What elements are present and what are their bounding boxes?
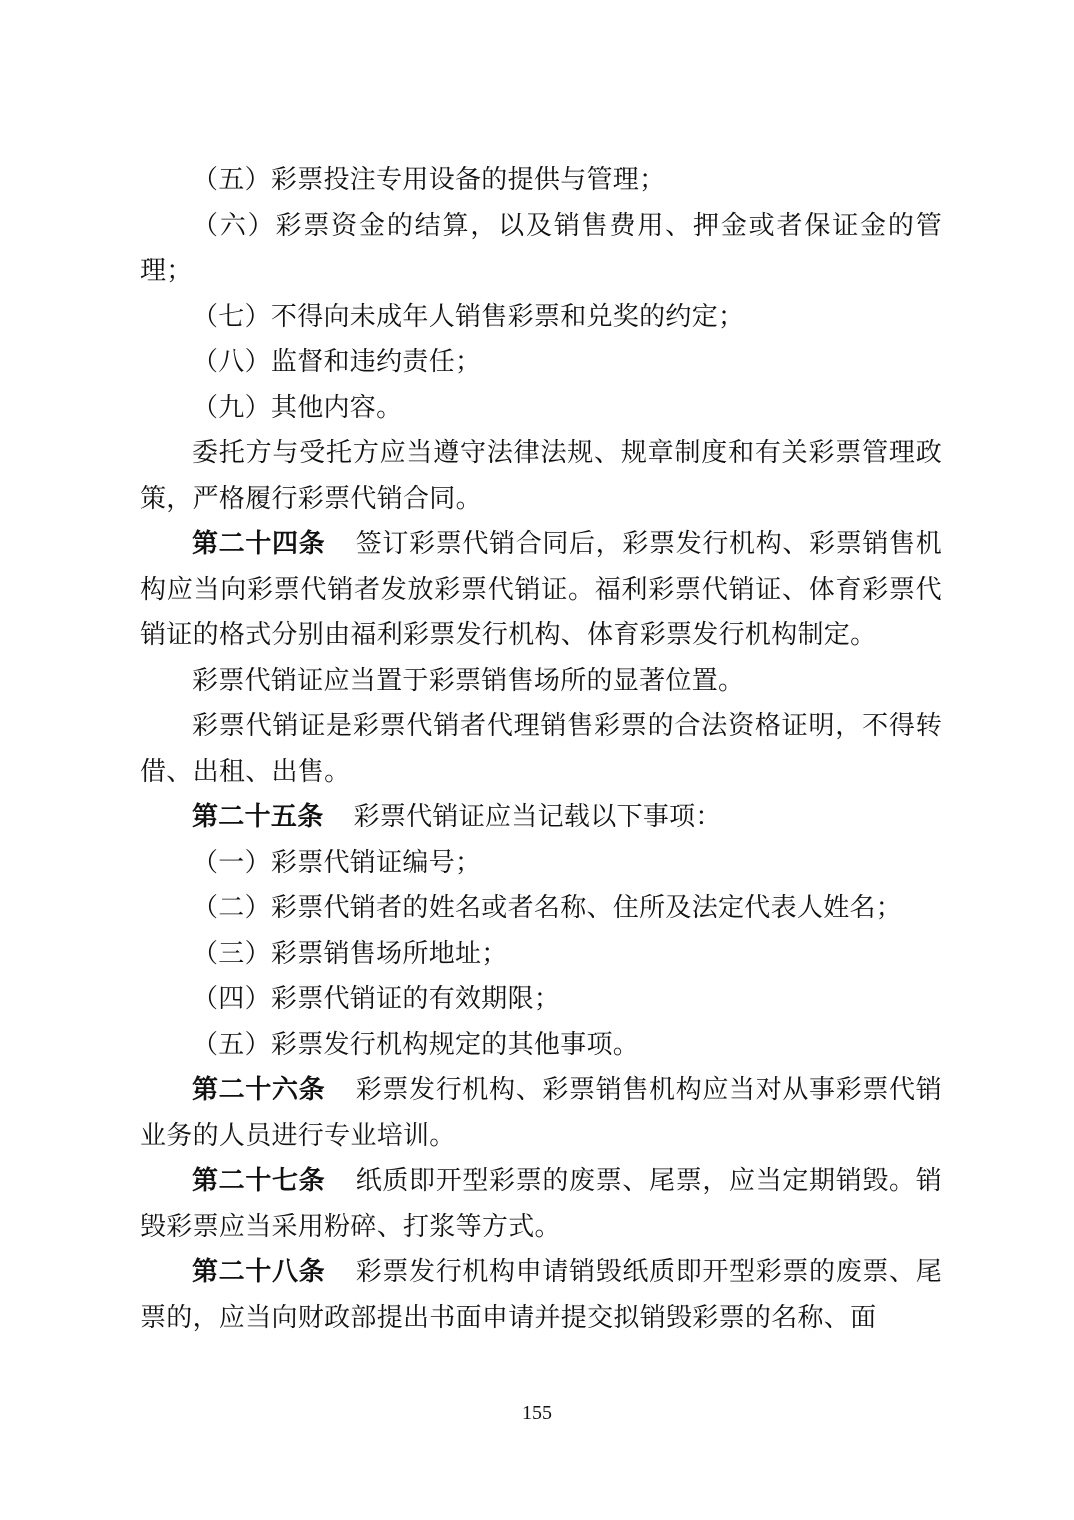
paragraph-text: （四）彩票代销证的有效期限； [192,984,561,1014]
paragraph-text: 彩票代销证应当记载以下事项： [353,802,722,832]
paragraph-text: 彩票代销证应当置于彩票销售场所的显著位置。 [192,665,745,696]
paragraph-text: （二）彩票代销者的姓名或者名称、住所及法定代表人姓名； [192,893,903,923]
paragraph [140,659,942,705]
paragraph-text: （一）彩票代销证编号； [192,847,482,878]
paragraph-text: （五）彩票发行机构规定的其他事项。 [192,1029,640,1060]
article-heading: 第二十八条 [192,1257,326,1287]
paragraph-text: 彩票发行机构申请销毁纸质即开型彩票的废票、尾票的，应当向财政部提出书面申请并提交拟销毁彩票的名称、面 [140,1257,942,1333]
paragraph-text: 彩票发行机构、彩票销售机构应当对从事彩票代销业务的人员进行专业培训。 [140,1075,942,1151]
article-paragraph [140,1068,942,1159]
article-heading: 第二十六条 [192,1075,326,1105]
article-heading: 第二十七条 [192,1166,326,1196]
page-number: 155 [522,1402,552,1424]
paragraph [140,704,942,795]
paragraph [140,340,942,386]
paragraph [140,295,942,341]
paragraph-text: 委托方与受托方应当遵守法律法规、规章制度和有关彩票管理政策，严格履行彩票代销合同。 [140,438,942,514]
article-heading: 第二十五条 [192,802,324,832]
paragraph [140,1023,942,1069]
paragraph-text: （九）其他内容。 [192,392,403,423]
paragraph [140,886,942,932]
paragraph-text: （五）彩票投注专用设备的提供与管理； [192,165,666,195]
paragraph [140,386,942,432]
article-paragraph [140,1159,942,1250]
paragraph-text: （八）监督和违约责任； [192,347,482,377]
paragraph-text: （七）不得向未成年人销售彩票和兑奖的约定； [192,301,745,332]
article-paragraph [140,522,942,659]
paragraph-text: （三）彩票销售场所地址； [192,938,508,969]
paragraph [140,841,942,887]
paragraph [140,932,942,978]
paragraph-text: 签订彩票代销合同后，彩票发行机构、彩票销售机构应当向彩票代销者发放彩票代销证。福利彩票代销证、体育彩票代销证的格式分别由福利彩票发行机构、体育彩票发行机构制定。 [140,529,942,650]
article-heading: 第二十四条 [192,529,326,559]
paragraph [140,204,942,295]
paragraph [140,977,942,1023]
paragraph-text: 纸质即开型彩票的废票、尾票，应当定期销毁。销毁彩票应当采用粉碎、打浆等方式。 [140,1166,942,1242]
article-paragraph [140,1250,942,1341]
paragraph [140,158,942,204]
paragraph-text: 彩票代销证是彩票代销者代理销售彩票的合法资格证明，不得转借、出租、出售。 [140,711,942,787]
paragraph-text: （六）彩票资金的结算，以及销售费用、押金或者保证金的管理； [140,210,942,286]
article-paragraph [140,795,942,841]
paragraph [140,431,942,522]
document-body [140,158,942,1341]
